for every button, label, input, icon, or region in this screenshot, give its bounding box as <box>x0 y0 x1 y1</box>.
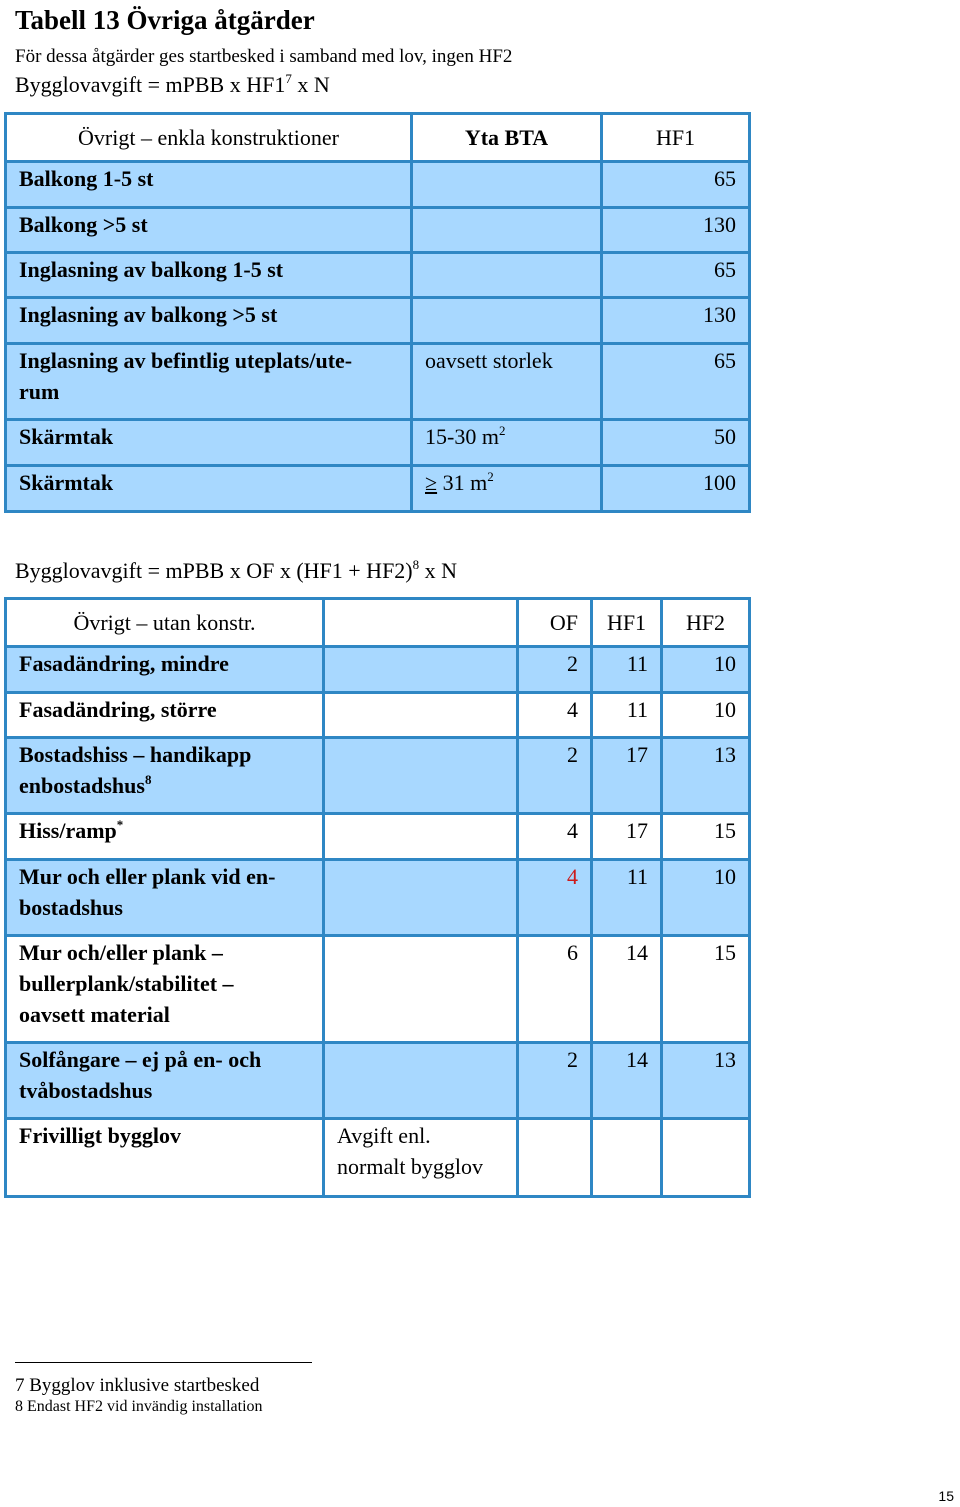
row-yta <box>412 466 602 512</box>
row-hf2: 13 <box>662 1043 750 1119</box>
row-hf2: 13 <box>662 738 750 814</box>
row-hf2: 15 <box>662 936 750 1043</box>
row-of: 6 <box>518 936 592 1043</box>
table-header-row <box>6 114 750 162</box>
table-row <box>6 936 750 1043</box>
table-row <box>6 298 750 344</box>
table-utan-konstruktion <box>4 597 751 1198</box>
row-hf1: 65 <box>602 253 750 298</box>
row-yta: oavsett storlek <box>412 344 602 420</box>
row-note-line: normalt bygglov <box>337 1154 484 1179</box>
row-label-line: enbostadshus <box>19 773 145 798</box>
greater-equal-symbol: ≥ <box>425 470 438 495</box>
yta-unit-exponent: 2 <box>498 423 506 438</box>
row-label: Skärmtak <box>6 466 412 512</box>
footnote-ref-8: 8 <box>144 772 152 787</box>
row-hf2: 10 <box>662 860 750 936</box>
row-label-line: rum <box>19 379 60 404</box>
row-hf1 <box>592 1119 662 1197</box>
table-row <box>6 1119 750 1197</box>
yta-value: 15-30 m <box>425 424 499 449</box>
row-label: Fasadändring, större <box>6 693 324 738</box>
row-hf2: 15 <box>662 814 750 860</box>
table-row <box>6 693 750 738</box>
row-of: 4 <box>518 814 592 860</box>
table-row <box>6 647 750 693</box>
table-row <box>6 253 750 298</box>
footnote-8: 8 Endast HF2 vid invändig installation <box>15 1398 263 1415</box>
footnote-ref-8: 8 <box>412 557 420 572</box>
row-label: Balkong 1-5 st <box>6 162 412 208</box>
row-hf1: 11 <box>592 647 662 693</box>
row-label-line: bostadshus <box>19 895 123 920</box>
header-hf1: HF1 <box>592 599 662 647</box>
row-hf1: 11 <box>592 860 662 936</box>
row-label <box>6 738 324 814</box>
row-label-line: Mur och eller plank vid en- <box>19 864 276 889</box>
row-note <box>324 814 518 860</box>
row-of-highlighted: 4 <box>518 860 592 936</box>
row-note <box>324 693 518 738</box>
fee-formula-1-suffix: x N <box>291 72 330 97</box>
header-hf2: HF2 <box>662 599 750 647</box>
row-label <box>6 860 324 936</box>
row-label-line: oavsett material <box>19 1002 170 1027</box>
yta-unit-exponent: 2 <box>487 469 494 484</box>
row-label-line: bullerplank/stabilitet – <box>19 971 234 996</box>
table-row <box>6 162 750 208</box>
row-hf1: 17 <box>592 738 662 814</box>
table-row <box>6 860 750 936</box>
row-label <box>6 344 412 420</box>
row-note <box>324 936 518 1043</box>
row-label-line: Bostadshiss – handikapp <box>19 742 252 767</box>
page-number: 15 <box>938 1488 954 1504</box>
header-yta-bta: Yta BTA <box>412 114 602 162</box>
table-header-row <box>6 599 750 647</box>
row-hf1: 100 <box>602 466 750 512</box>
row-label-line: Inglasning av befintlig uteplats/ute- <box>19 348 353 373</box>
row-label: Balkong >5 st <box>6 208 412 253</box>
table-row <box>6 466 750 512</box>
page-title: Tabell 13 Övriga åtgärder <box>15 5 315 35</box>
footnote-7: 7 Bygglov inklusive startbesked <box>15 1375 260 1396</box>
row-note <box>324 1119 518 1197</box>
header-ovrigt-utan-konstr: Övrigt – utan konstr. <box>6 599 324 647</box>
row-label-text: Hiss/ramp <box>19 818 117 843</box>
row-note <box>324 860 518 936</box>
row-label <box>6 936 324 1043</box>
table-row <box>6 344 750 420</box>
row-label: Skärmtak <box>6 420 412 466</box>
row-label <box>6 1043 324 1119</box>
table-enkla-konstruktioner <box>4 112 751 513</box>
row-yta <box>412 420 602 466</box>
fee-formula-2-text: Bygglovavgift = mPBB x OF x (HF1 + HF2) <box>15 558 413 583</box>
row-label: Inglasning av balkong 1-5 st <box>6 253 412 298</box>
footnote-separator <box>15 1362 312 1363</box>
row-of: 4 <box>518 693 592 738</box>
table-row <box>6 1043 750 1119</box>
row-of <box>518 1119 592 1197</box>
row-label: Fasadändring, mindre <box>6 647 324 693</box>
row-hf1: 65 <box>602 344 750 420</box>
table-row <box>6 814 750 860</box>
row-hf1: 14 <box>592 1043 662 1119</box>
header-hf1: HF1 <box>602 114 750 162</box>
row-of: 2 <box>518 647 592 693</box>
table-note: För dessa åtgärder ges startbesked i samband med lov, ingen HF2 <box>15 46 513 67</box>
row-hf2: 10 <box>662 647 750 693</box>
fee-formula-1-text: Bygglovavgift = mPBB x HF1 <box>15 72 286 97</box>
row-hf1: 14 <box>592 936 662 1043</box>
row-hf2 <box>662 1119 750 1197</box>
row-label: Inglasning av balkong >5 st <box>6 298 412 344</box>
table-row <box>6 208 750 253</box>
fee-formula-2-suffix: x N <box>419 558 458 583</box>
row-hf2: 10 <box>662 693 750 738</box>
row-label-line: tvåbostadshus <box>19 1078 153 1103</box>
fee-formula-2 <box>15 557 457 585</box>
header-empty <box>324 599 518 647</box>
fee-formula-1 <box>15 71 330 99</box>
row-note <box>324 738 518 814</box>
row-hf1: 65 <box>602 162 750 208</box>
row-label <box>6 814 324 860</box>
row-label-line: Solfångare – ej på en- och <box>19 1047 262 1072</box>
yta-value: 31 m <box>437 470 488 495</box>
asterisk-marker: * <box>116 817 124 832</box>
row-of: 2 <box>518 738 592 814</box>
row-of: 2 <box>518 1043 592 1119</box>
row-hf1: 17 <box>592 814 662 860</box>
row-hf1: 130 <box>602 208 750 253</box>
table-row <box>6 420 750 466</box>
row-yta <box>412 298 602 344</box>
row-yta <box>412 162 602 208</box>
row-hf1: 50 <box>602 420 750 466</box>
row-hf1: 130 <box>602 298 750 344</box>
table-row <box>6 738 750 814</box>
header-ovrigt-enkla: Övrigt – enkla konstruktioner <box>6 114 412 162</box>
row-label-line: Mur och/eller plank – <box>19 940 223 965</box>
row-note <box>324 1043 518 1119</box>
row-yta <box>412 208 602 253</box>
header-of: OF <box>518 599 592 647</box>
row-hf1: 11 <box>592 693 662 738</box>
row-note <box>324 647 518 693</box>
footnote-ref-7: 7 <box>285 71 292 86</box>
row-note-line: Avgift enl. <box>337 1123 431 1148</box>
row-label: Frivilligt bygglov <box>6 1119 324 1197</box>
row-yta <box>412 253 602 298</box>
